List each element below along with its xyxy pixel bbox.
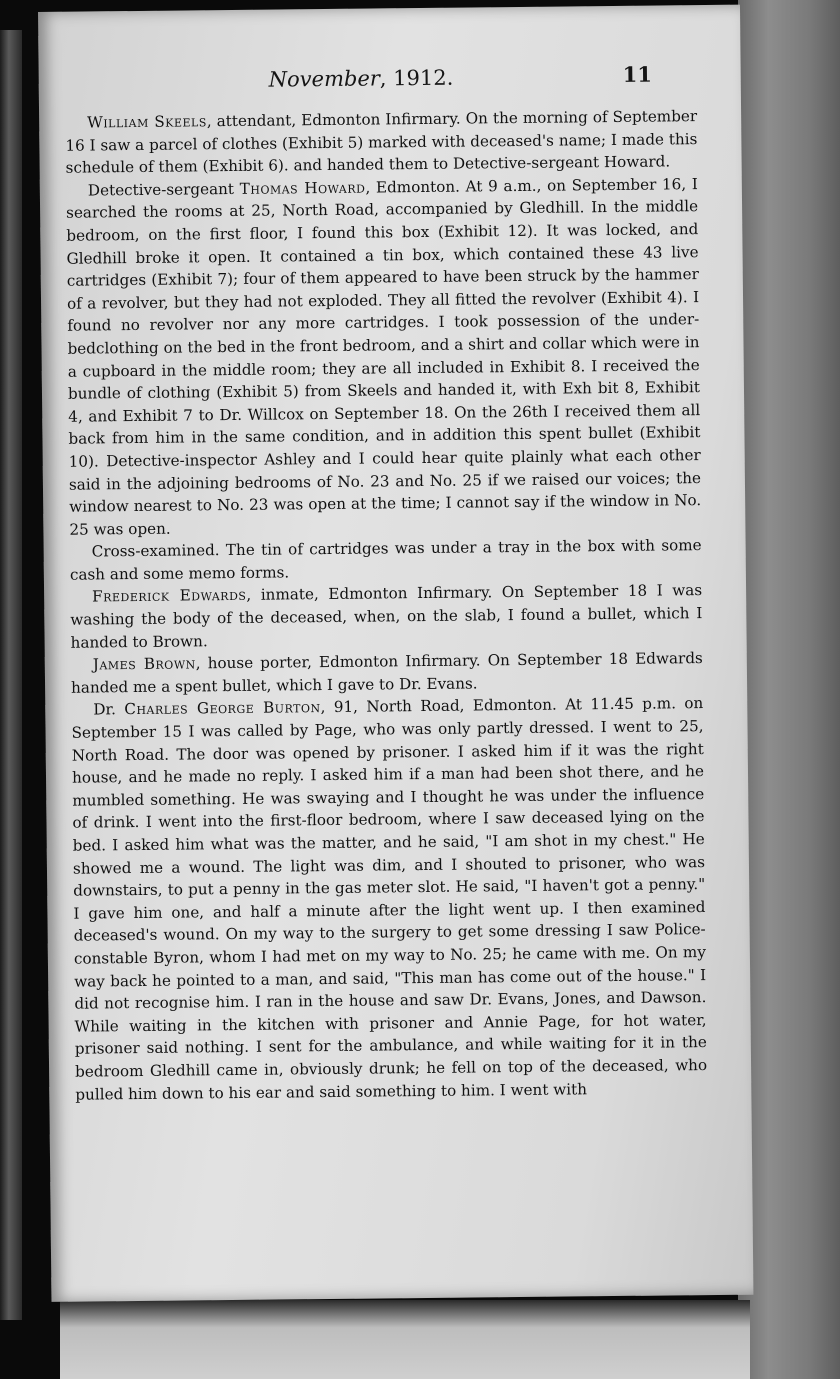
- page-number: 11: [622, 61, 653, 87]
- paragraph-text: , house porter, Edmonton Infirmary. On September 18 Edwards handed me a spent bullet, which I gave to Dr. Evans.: [70, 649, 703, 697]
- paragraph-edwards: [70, 580, 703, 654]
- next-page-edge: [60, 1300, 750, 1379]
- paragraph-skeels: [65, 105, 698, 179]
- testimony-text: [65, 105, 707, 1106]
- paragraph-text: , inmate, Edmonton Infirmary. On September 18 I was washing the body of the deceased, when, on the slab, I found a bullet, which I handed to Brown.: [70, 581, 703, 652]
- background-surface: [738, 0, 840, 1379]
- witness-name: Frederick Edwards: [92, 586, 247, 606]
- witness-prefix: Dr.: [93, 700, 125, 719]
- witness-prefix: Detective-sergeant: [87, 179, 240, 200]
- left-page-edge: [0, 30, 22, 1320]
- running-header: [39, 63, 741, 104]
- paragraph-howard: [66, 173, 702, 541]
- paragraph-cross-examined: [70, 534, 702, 586]
- paragraph-text: Cross-examined. The tin of cartridges was under a tray in the box with some cash and some memo forms.: [69, 536, 702, 584]
- witness-name: William Skeels: [87, 112, 207, 132]
- header-year: , 1912.: [379, 65, 454, 91]
- header-date: [269, 66, 454, 92]
- witness-name: Charles George Burton: [124, 698, 321, 719]
- book-page: [38, 5, 753, 1302]
- header-month: November: [268, 66, 380, 92]
- witness-name: James Brown: [92, 654, 196, 674]
- witness-name: Thomas Howard: [239, 178, 366, 198]
- paragraph-text: , Edmonton. At 9 a.m., on September 16, I searched the rooms at 25, North Road, accompanied by Gledhill. In the middle bedroom, on the first floor, I found this box (Exhibit 12). It was locked, and Gledhill broke it open. It contained a tin box, which contained these 43 live cartridges (Exhibit 7); four of them appeared to have been struck by the hammer of a revolver, but they had not exploded. They all fitted the revolver (Exhibit 4). I found no revolver nor any more cartridges. I took possession of the under-bedclothing on the bed in the front bedroom, and a shirt and collar which were in a cupboard in the middle room; they are all included in Exhibit 8. I received the bundle of clothing (Exhibit 5) from Skeels and handed it, with Exh bit 8, Exhibit 4, and Exhibit 7 to Dr. Willcox on September 18. On the 26th I received them all back from him in the same condition, and in addition this spent bullet (Exhibit 10). Detective-inspector Ashley and I could hear quite plainly what each other said in the adjoining bedrooms of No. 23 and No. 25 if we raised our voices; the window nearest to No. 23 was open at the time; I cannot say if the window in No. 25 was open.: [66, 174, 702, 539]
- paragraph-text: , 91, North Road, Edmonton. At 11.45 p.m. on September 15 I was called by Page, who was only partly dressed. I went to 25, North Road. The door was opened by prisoner. I asked him if it was the right house, and he made no reply. I asked him if a man had been shot there, and he mumbled something. He was swaying and I thought he was under the influence of drink. I went into the first-floor bedroom, where I saw deceased lying on the bed. I asked him what was the matter, and he said, "I am shot in my chest." He showed me a wound. The light was dim, and I shouted to prisoner, who was downstairs, to put a penny in the gas meter slot. He said, "I haven't got a penny." I gave him one, and half a minute after the light went up. I then examined deceased's wound. On my way to the surgery to get some dressing I saw Police-constable Byron, whom I had met on my way to No. 25; he came with me. On my way back he pointed to a man, and said, "This man has come out of the house." I did not recognise him. I ran in the house and saw Dr. Evans, Jones, and Dawson. While waiting in the kitchen with prisoner and Annie Page, for hot water, prisoner said nothing. I sent for the ambulance, and while waiting for it in the bedroom Gledhill came in, obviously drunk; he fell on top of the deceased, who pulled him down to his ear and said something to him. I went with: [71, 694, 708, 1104]
- paragraph-text: , attendant, Edmonton Infirmary. On the morning of September 16 I saw a parcel of clothes (Exhibit 5) marked with deceased's name; I made this schedule of them (Exhibit 6). and handed them to Detective-sergeant Howard.: [65, 107, 698, 177]
- paragraph-brown: [71, 647, 703, 699]
- paragraph-burton: [71, 693, 707, 1106]
